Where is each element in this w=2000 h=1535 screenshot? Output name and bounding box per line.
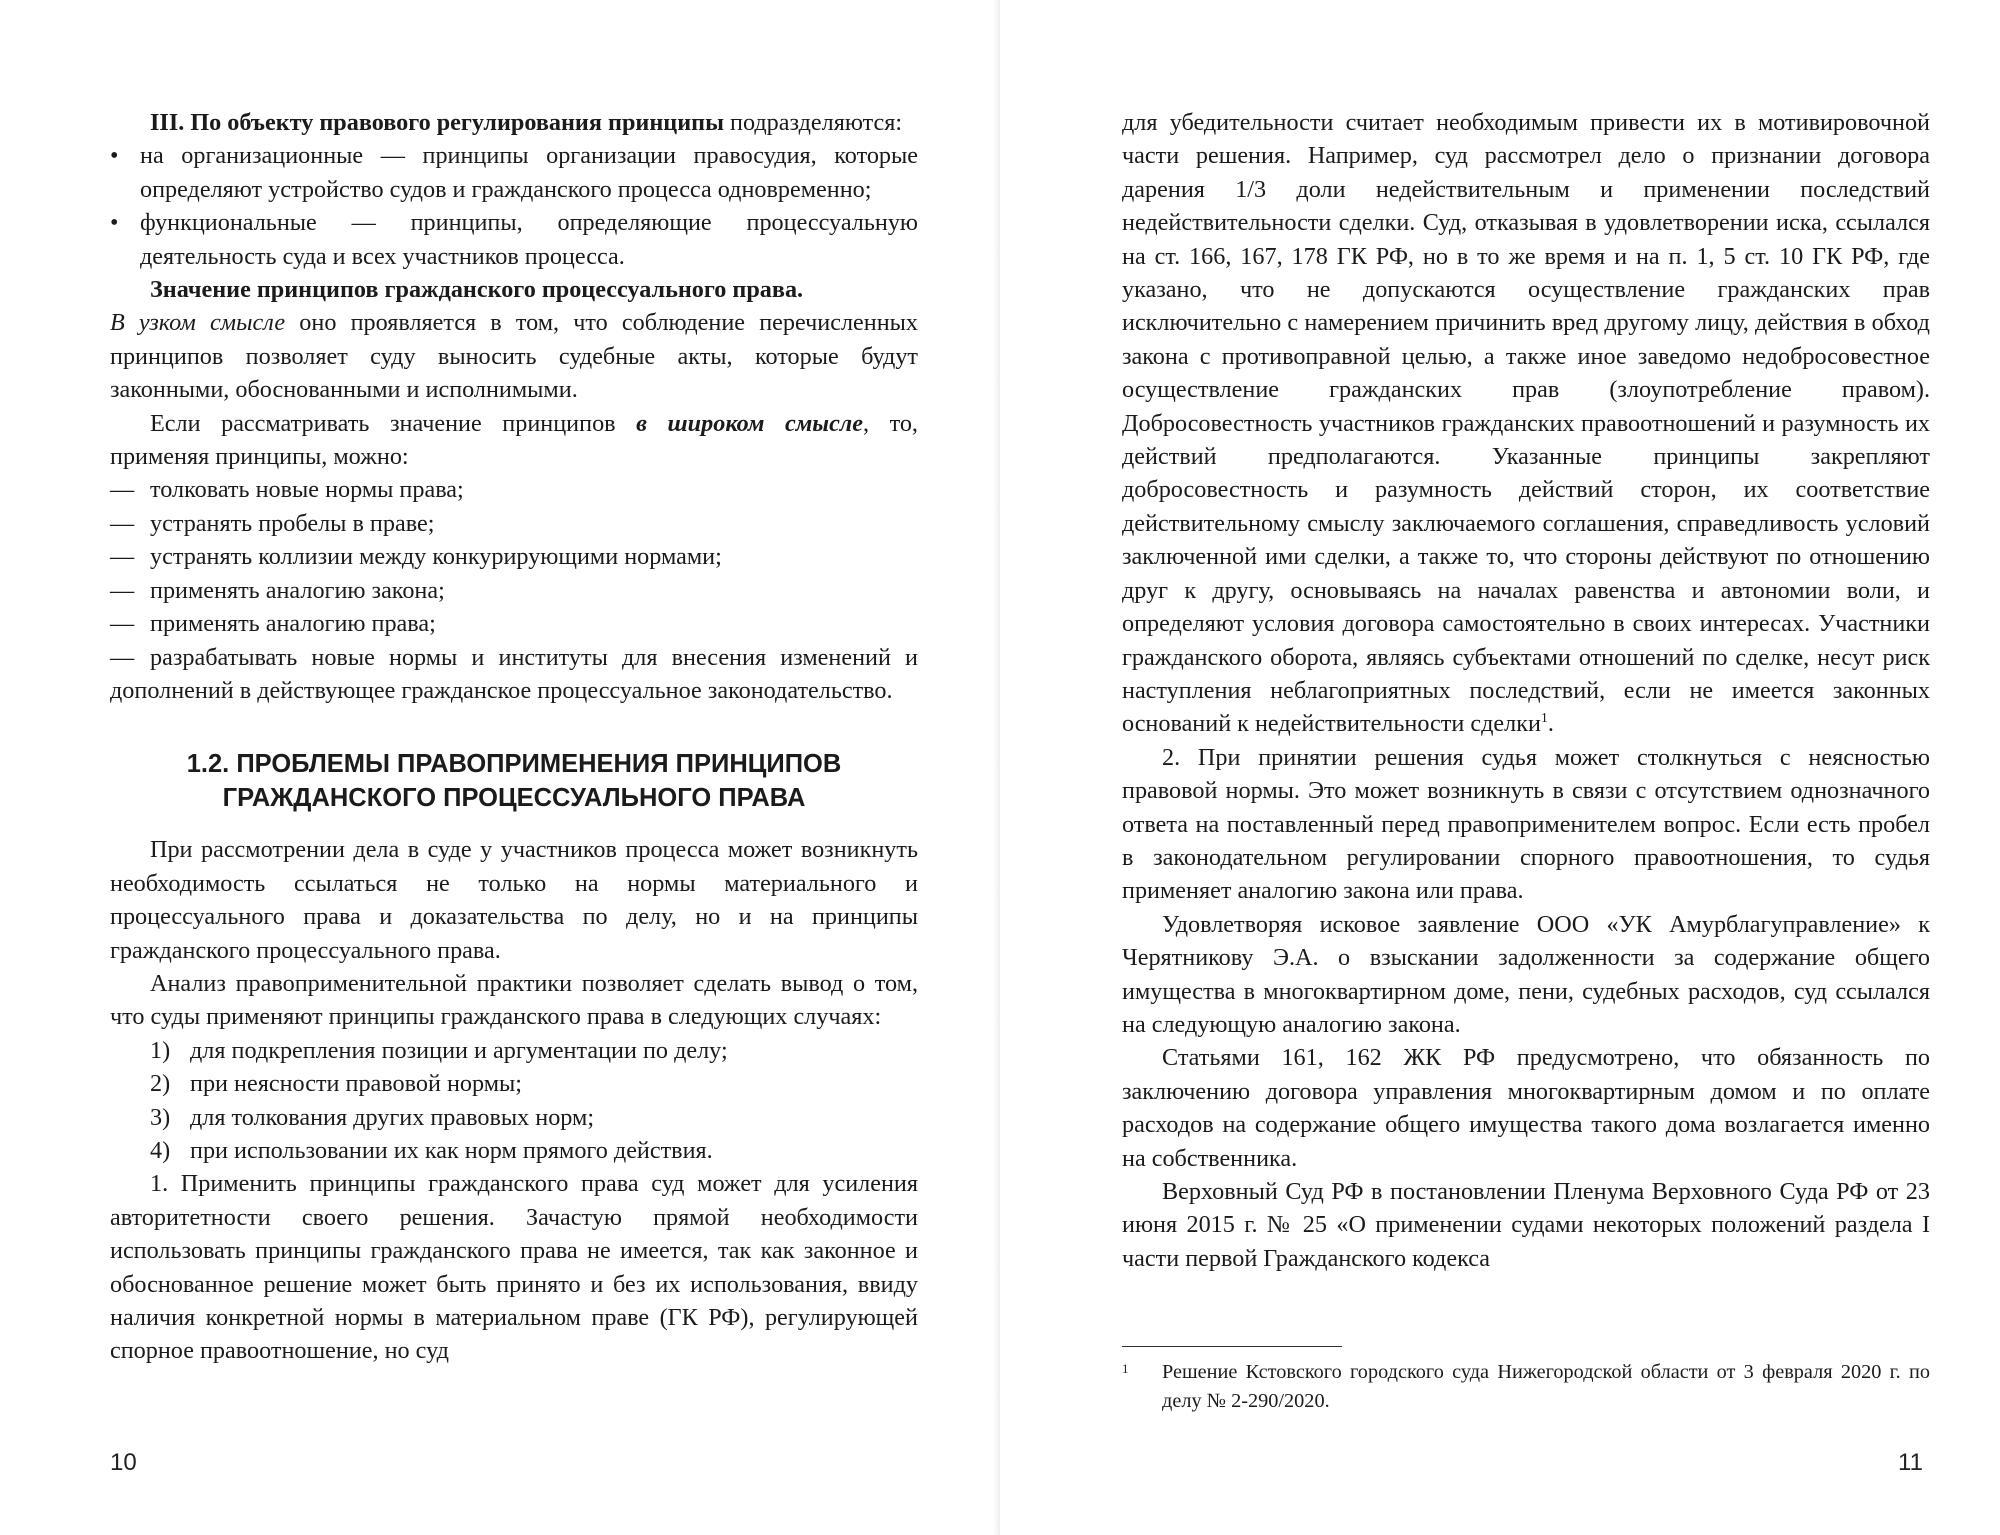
paragraph xyxy=(1122,106,1930,741)
paragraph: Верховный Суд РФ в постановлении Пленума Верховного Суда РФ от 23 июня 2015 г. № 25 «О применении судами некоторых положений раздела I части первой Гражданского кодекса xyxy=(1122,1178,1930,1272)
item-text: при неясности правовой нормы; xyxy=(190,1070,523,1098)
page-number: 11 xyxy=(1898,1449,1923,1476)
numbered-item xyxy=(110,1067,918,1100)
dash-text: применять аналогию права; xyxy=(150,610,436,638)
paragraph: При рассмотрении дела в суде у участников процесса может возникнуть необходимость ссылаться не только на нормы материального и процессуального права и доказательства по делу, но и на принципы гражданского процессуального права. xyxy=(110,836,918,964)
paragraph xyxy=(110,407,918,474)
page-number: 10 xyxy=(110,1449,137,1476)
numbered-item xyxy=(110,1101,918,1134)
paragraph xyxy=(110,273,918,306)
dash-marker: — xyxy=(110,543,135,571)
numbered-item xyxy=(110,1034,918,1067)
dash-text: толковать новые нормы права; xyxy=(150,476,464,504)
footnote-text: Решение Кстовского городского суда Нижегородской области от 3 февраля 2020 г. по делу № 2-290/2020. xyxy=(1162,1361,1930,1412)
bold-phrase: Значение принципов гражданского процессуального права. xyxy=(150,276,804,304)
dash-marker: — xyxy=(110,509,135,537)
bullet-text: функциональные — принципы, определяющие процессуальную деятельность суда и всех участников процесса. xyxy=(140,209,918,270)
text-run: Если рассматривать значение принципов xyxy=(150,409,637,437)
paragraph: 2. При принятии решения судья может столкнуться с неясностью правовой нормы. Это может возникнуть в связи с отсутствием однозначного ответа на поставленный перед правоприменителем вопрос. Если есть пробел в законодательном регулировании спорного правоотношения, то судья применяет аналогию закона или права. xyxy=(1122,743,1930,905)
paragraph: Удовлетворяя исковое заявление ООО «УК Амурблагуправление» к Черятникову Э.А. о взыскании задолженности за содержание общего имущества в многоквартирном доме, пени, судебных расходов, суд ссылался на следующую аналогию закона. xyxy=(1122,910,1930,1038)
dash-text: устранять коллизии между конкурирующими нормами; xyxy=(150,543,722,571)
bullet-item xyxy=(110,206,918,273)
text-run: , то, применяя принципы, можно: xyxy=(110,409,918,471)
footnote-divider xyxy=(1122,1346,1342,1347)
italic-phrase: В узком смысле xyxy=(110,309,286,337)
footnote-mark: 1 xyxy=(1122,1361,1129,1376)
dash-marker: — xyxy=(110,610,135,638)
numbered-item xyxy=(110,1134,918,1167)
text-run: оно проявляется в том, что соблюдение перечисленных принципов позволяет суду выносить судебные акты, которые будут законными, обоснованными и исполнимыми. xyxy=(110,309,918,404)
right-page-text xyxy=(1122,106,1930,1275)
dash-marker: — xyxy=(110,576,135,604)
paragraph: 1. Применить принципы гражданского права суд может для усиления авторитетности своего решения. Зачастую прямой необходимости использовать принципы гражданского права не имеется, так как законное и обоснованное решение может быть принято и без их использования, ввиду наличия конкретной нормы в материальном праве (ГК РФ), регулирующей спорное правоотношение, но суд xyxy=(110,1170,918,1365)
item-number: 1) xyxy=(150,1036,171,1064)
bullet-text: на организационные — принципы организации правосудия, которые определяют устройство судов и гражданского процесса одновременно; xyxy=(140,142,918,203)
item-text: при использовании их как норм прямого действия. xyxy=(190,1136,713,1164)
dash-item xyxy=(110,473,918,506)
dash-item xyxy=(110,574,918,607)
italic-phrase: в широком смысле xyxy=(636,409,863,437)
bullet-marker: • xyxy=(110,142,119,170)
dash-marker: — xyxy=(110,643,135,671)
section-heading xyxy=(110,747,918,815)
paragraph xyxy=(110,306,918,406)
left-page-text xyxy=(110,106,918,1368)
bold-phrase: III. По объекту правового регулирования принципы xyxy=(150,109,724,136)
dash-marker: — xyxy=(110,476,135,504)
heading-line: 1.2. ПРОБЛЕМЫ ПРАВОПРИМЕНЕНИЯ ПРИНЦИПОВ xyxy=(186,750,842,779)
item-text: для подкрепления позиции и аргументации по делу; xyxy=(190,1036,728,1064)
bullet-marker: • xyxy=(110,209,119,237)
dash-text: устранять пробелы в праве; xyxy=(150,509,435,537)
paragraph: Статьями 161, 162 ЖК РФ предусмотрено, что обязанность по заключению договора управления многоквартирным домом и по оплате расходов на содержание общего имущества такого дома возлагается именно на собственника. xyxy=(1122,1044,1930,1172)
text-run: подразделяются: xyxy=(723,109,903,136)
dash-text: применять аналогию закона; xyxy=(150,576,445,604)
item-text: для толкования других правовых норм; xyxy=(190,1103,595,1131)
dash-item xyxy=(110,507,918,540)
text-run: для убедительности считает необходимым привести их в мотивировочной части решения. Например, суд рассмотрел дело о признании договора дарения 1/3 доли недействительным и применении последствий недействительности сделки. Суд, отказывая в удовлетворении иска, ссылался на ст. 166, 167, 178 ГК РФ, но в то же время и на п. 1, 5 ст. 10 ГК РФ, где указано, что не допускаются осуществление гражданских прав исключительно с намерением причинить вред другому лицу, действия в обход закона с противоправной целью, а также иное заведомо недобросовестное осуществление гражданских прав (злоупотребление правом). Добросовестность участников гражданских правоотношений и разумность их действий предполагаются. Указанные принципы закрепляют добросовестность и разумность действий сторон, их соответствие действительному смыслу заключаемого соглашения, справедливость условий заключенной ими сделки, а также то, что стороны действуют по отношению друг к другу, основываясь на началах равенства и автономии воли, и определяют условия договора самостоятельно в своих интересах. Участники гражданского оборота, являясь субъектами отношений по сделке, несут риск наступления неблагоприятных последствий, если не имеется законных оснований к недействительности сделки xyxy=(1122,109,1930,738)
footnote-reference[interactable]: 1 xyxy=(1540,711,1548,727)
heading-line: ГРАЖДАНСКОГО ПРОЦЕССУАЛЬНОГО ПРАВА xyxy=(222,784,806,813)
bullet-item xyxy=(110,139,918,206)
dash-item xyxy=(110,607,918,640)
dash-text: разрабатывать новые нормы и институты для внесения изменений и дополнений в действующее гражданское процессуальное законодательство. xyxy=(110,643,918,704)
dash-item xyxy=(110,641,918,708)
item-number: 3) xyxy=(150,1103,171,1131)
footnote xyxy=(1122,1358,1930,1416)
paragraph: Анализ правоприменительной практики позволяет сделать вывод о том, что суды применяют принципы гражданского права в следующих случаях: xyxy=(110,969,918,1031)
item-number: 2) xyxy=(150,1070,171,1098)
item-number: 4) xyxy=(150,1136,171,1164)
dash-item xyxy=(110,540,918,573)
paragraph xyxy=(110,106,918,139)
text-run: . xyxy=(1547,710,1554,738)
